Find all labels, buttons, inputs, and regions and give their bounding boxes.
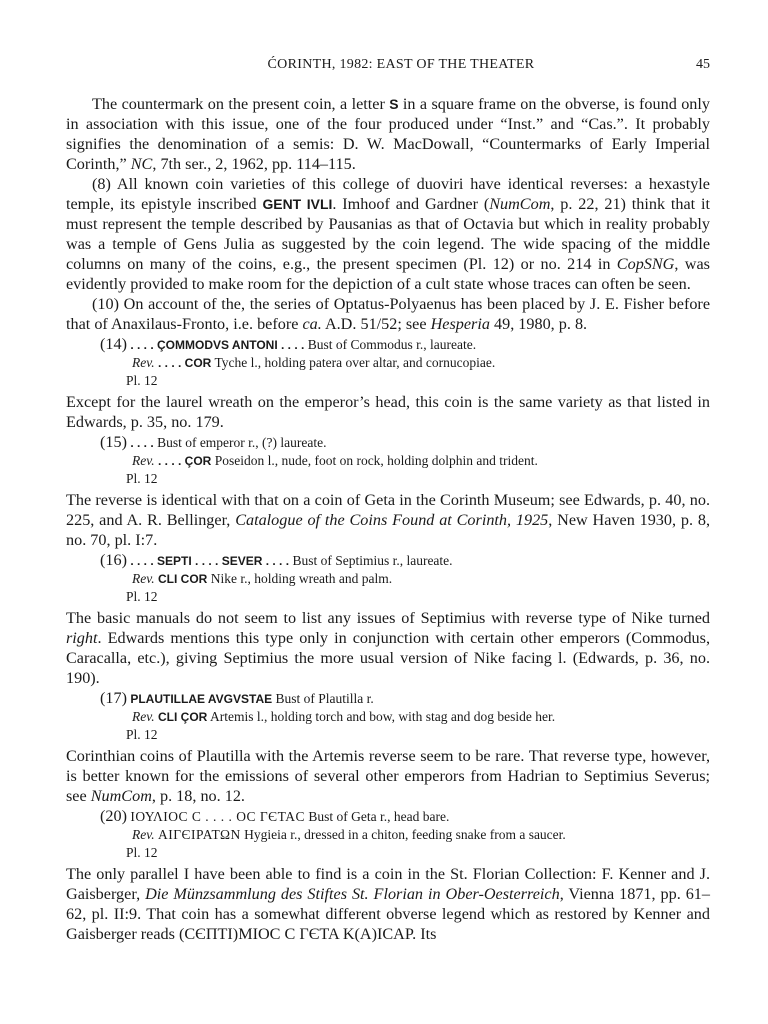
text: The only parallel I have been able to find is a coin in the St. Florian Collection: F. Kenner and J. Gaisberger, bbox=[66, 865, 710, 903]
emphasis: right bbox=[66, 629, 98, 647]
reverse-description: Artemis l., holding torch and bow, with stag and dog beside her. bbox=[207, 709, 556, 724]
plate-reference: Pl. 12 bbox=[126, 373, 158, 388]
text: (8) All known coin varieties of this college of duoviri have identical reverses: a hexastyle temple, its epistyle inscribed bbox=[66, 175, 710, 213]
text: in a square frame on the obverse, is found only in association with this issue, one of the four produced under “Inst.” and “Cas.”. It probably signifies the denomination of a semis: D. W. MacDowall, “Countermarks of Early Imperial Corinth,” bbox=[66, 95, 710, 173]
page-body bbox=[66, 94, 710, 944]
coin-entry-15 bbox=[66, 433, 710, 488]
reverse-label: Rev. bbox=[132, 453, 155, 468]
reverse-description: Nike r., holding wreath and palm. bbox=[207, 571, 393, 586]
coin-entry-16 bbox=[66, 551, 710, 606]
abbreviation: ca. bbox=[302, 315, 322, 333]
citation: NumCom bbox=[489, 195, 551, 213]
paragraph-note-8 bbox=[66, 174, 710, 294]
page-header bbox=[92, 57, 710, 81]
reverse-legend: . . . . ÇOR bbox=[157, 454, 212, 468]
citation: Hesperia bbox=[430, 315, 490, 333]
text: , p. 22, 21) think that it must represent the temple described by Pausanias as that of Octavia but which in reality probably was a temple of Gens Julia as suggested by the coin legend. The wide spacing of the middle columns on many of the coins, e.g., the present specimen (Pl. 12) or no. 214 in bbox=[66, 195, 711, 273]
entry-number: (16) bbox=[100, 551, 127, 569]
coin-entry-17 bbox=[66, 689, 710, 744]
plate-reference: Pl. 12 bbox=[126, 727, 158, 742]
obverse-legend: . . . . ÇOMMODVS ANTONI . . . . bbox=[130, 338, 305, 352]
running-title: ĆORINTH, 1982: EAST OF THE THEATER bbox=[267, 57, 535, 72]
reverse-legend: . . . . COR bbox=[157, 356, 212, 370]
text: (10) On account of the, the series of Optatus-Polyaenus has been placed by J. E. Fisher before that of Anaxilaus-Fronto, i.e. before bbox=[66, 295, 710, 333]
obverse-description: Bust of Plautilla r. bbox=[272, 691, 374, 706]
citation: Die Münzsammlung des Stiftes St. Florian in Ober-Oesterreich bbox=[145, 885, 560, 903]
text: . Edwards mentions this type only in conjunction with certain other emperors (Commodus, Caracalla, etc.), giving Septimius the more usual version of Nike facing l. (Edwards, p. 36, no. 190). bbox=[66, 629, 710, 687]
obverse-description: Bust of Septimius r., laureate. bbox=[289, 553, 453, 568]
text: , Vienna 1871, pp. 61–62, pl. II:9. That coin has a somewhat different obverse legend which as restored by Kenner and Gaisberger reads (CЄΠΤΙ)ΜΙΟC C ΓЄΤΑ Κ(Α)ΙCΑΡ. Its bbox=[66, 885, 710, 943]
paragraph-note-16 bbox=[66, 608, 710, 688]
inscription: GENT IVLI bbox=[262, 196, 333, 212]
reverse-legend: ΑΙΓЄΙΡΑΤΩΝ bbox=[157, 827, 241, 842]
text: . Imhoof and Gardner ( bbox=[332, 195, 490, 213]
reverse-legend: CLI ÇOR bbox=[157, 710, 208, 724]
citation: CopSNG bbox=[616, 255, 675, 273]
paragraph-note-17 bbox=[66, 746, 710, 806]
reverse-description: Hygieia r., dressed in a chiton, feeding snake from a saucer. bbox=[240, 827, 566, 842]
entry-number: (20) bbox=[100, 807, 127, 825]
plate-reference: Pl. 12 bbox=[126, 845, 158, 860]
reverse-description: Poseidon l., nude, foot on rock, holding dolphin and trident. bbox=[211, 453, 538, 468]
reverse-label: Rev. bbox=[132, 355, 155, 370]
citation: Catalogue of the Coins Found at Corinth, 1925 bbox=[235, 511, 549, 529]
obverse-description: Bust of Commodus r., laureate. bbox=[304, 337, 477, 352]
text: , was evidently provided to make room for the depiction of a cult state whose traces can often be seen. bbox=[66, 255, 710, 293]
reverse-label: Rev. bbox=[132, 827, 155, 842]
text: , 7th ser., 2, 1962, pp. 114–115. bbox=[152, 155, 356, 173]
obverse-description: Bust of Geta r., head bare. bbox=[305, 809, 450, 824]
paragraph-note-14: Except for the laurel wreath on the emperor’s head, this coin is the same variety as that listed in Edwards, p. 35, no. 179. bbox=[66, 393, 710, 431]
plate-reference: Pl. 12 bbox=[126, 589, 158, 604]
text: A.D. 51/52; see bbox=[321, 315, 431, 333]
text: The reverse is identical with that on a coin of Geta in the Corinth Museum; see Edwards, p. 40, no. 225, and A. R. Bellinger, bbox=[66, 491, 710, 529]
entry-number: (15) bbox=[100, 433, 127, 451]
reverse-label: Rev. bbox=[132, 709, 155, 724]
text: 49, 1980, p. 8. bbox=[489, 315, 588, 333]
inscription: S bbox=[389, 96, 399, 112]
plate-reference: Pl. 12 bbox=[126, 471, 158, 486]
text: Corinthian coins of Plautilla with the Artemis reverse seem to be rare. That reverse type, however, is better known for the emissions of several other emperors from Hadrian to Septimius Severus; see bbox=[66, 747, 710, 805]
entry-number: (14) bbox=[100, 335, 127, 353]
reverse-legend: CLI COR bbox=[157, 572, 208, 586]
obverse-legend: . . . . SEPTI . . . . SEVER . . . . bbox=[130, 554, 290, 568]
obverse-legend: ΙΟΥΛΙΟC C . . . . OC ΓЄΤΑC bbox=[130, 809, 306, 824]
text: , New Haven 1930, p. 8, no. 70, pl. I:7. bbox=[66, 511, 710, 549]
obverse-legend: PLAUTILLAE AVGVSTAE bbox=[130, 692, 273, 706]
paragraph-countermark bbox=[66, 94, 710, 174]
paragraph-note-10 bbox=[66, 294, 710, 334]
obverse-description: Bust of emperor r., (?) laureate. bbox=[153, 435, 327, 450]
citation: NC bbox=[130, 155, 153, 173]
reverse-label: Rev. bbox=[132, 571, 155, 586]
text: , p. 18, no. 12. bbox=[151, 787, 245, 805]
coin-entry-14 bbox=[66, 335, 710, 390]
paragraph-note-20 bbox=[66, 864, 710, 944]
text: The basic manuals do not seem to list any issues of Septimius with reverse type of Nike turned bbox=[66, 609, 710, 627]
text: The countermark on the present coin, a letter bbox=[92, 95, 390, 113]
obverse-legend: . . . . bbox=[130, 436, 154, 450]
page-number: 45 bbox=[696, 57, 710, 72]
coin-entry-20 bbox=[66, 807, 710, 862]
paragraph-note-15 bbox=[66, 490, 710, 550]
reverse-description: Tyche l., holding patera over altar, and cornucopiae. bbox=[211, 355, 496, 370]
entry-number: (17) bbox=[100, 689, 127, 707]
citation: NumCom bbox=[90, 787, 152, 805]
